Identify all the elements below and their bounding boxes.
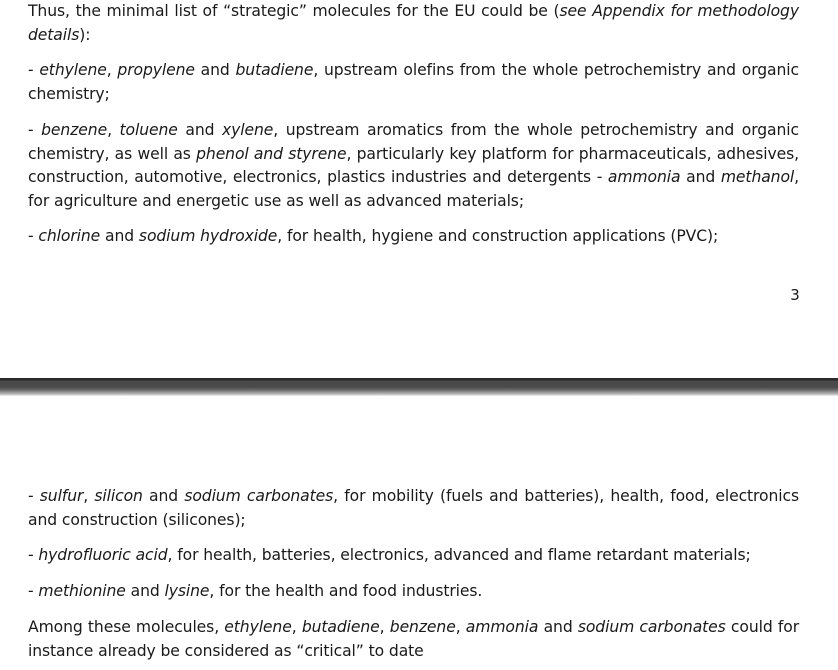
hydrofluoric-description: , for health, batteries, electronics, advanced and flame retardant materials;	[167, 546, 751, 564]
molecule-silicon: silicon	[94, 487, 143, 505]
list-bullet: -	[28, 487, 40, 505]
olefins-list-item	[28, 59, 799, 106]
critical-molecules-paragraph	[28, 616, 799, 663]
molecule-sulfur: sulfur	[39, 487, 84, 505]
chlorine-list-item	[28, 225, 799, 249]
aromatics-description: , upstream aromatics from the whole petrochemistry and organic chemistry, as well as	[28, 121, 799, 163]
molecule-butadiene: butadiene	[235, 61, 314, 79]
methionine-description: , for the health and food industries.	[209, 582, 483, 600]
molecule-methanol: methanol	[720, 168, 795, 186]
page-number: 3	[790, 286, 800, 304]
critical-intro: Among these molecules,	[28, 618, 225, 636]
methionine-list-item	[28, 580, 799, 604]
molecule-ammonia: ammonia	[607, 168, 681, 186]
document-page-lower	[0, 396, 838, 670]
intro-text: Thus, the minimal list of “strategic” molecules for the EU could be (	[28, 2, 560, 20]
separator: ,	[379, 618, 390, 636]
molecule-benzene: benzene	[389, 618, 456, 636]
separator: ,	[83, 487, 95, 505]
intro-appendix-reference: see Appendix for methodology details	[28, 2, 799, 44]
separator: ,	[455, 618, 466, 636]
list-bullet: -	[28, 121, 42, 139]
page-break-separator	[0, 378, 838, 396]
molecule-sodium-carbonates: sodium carbonates	[184, 487, 334, 505]
separator: and	[177, 121, 222, 139]
molecule-benzene: benzene	[41, 121, 108, 139]
molecule-ethylene: ethylene	[224, 618, 292, 636]
separator: and	[194, 61, 236, 79]
molecule-sodium-carbonates: sodium carbonates	[577, 618, 726, 636]
chlorine-description: , for health, hygiene and construction applications (PVC);	[277, 227, 719, 245]
molecule-methionine: methionine	[38, 582, 126, 600]
separator: ,	[106, 61, 118, 79]
separator: and	[538, 618, 578, 636]
molecule-lysine: lysine	[164, 582, 210, 600]
separator: and	[142, 487, 185, 505]
list-bullet: -	[28, 61, 40, 79]
olefins-description: , upstream olefins from the whole petrochemistry and organic chemistry;	[28, 61, 799, 103]
sulfur-description: , for mobility (fuels and batteries), health, food, electronics and construction (silicones);	[28, 487, 799, 529]
molecule-butadiene: butadiene	[301, 618, 380, 636]
molecule-sodium-hydroxide: sodium hydroxide	[138, 227, 278, 245]
intro-text-end: ):	[79, 25, 91, 44]
molecule-phenol-styrene: phenol and styrene	[196, 144, 347, 163]
molecule-chlorine: chlorine	[38, 227, 101, 245]
separator: ,	[107, 121, 120, 139]
aromatics-list-item	[28, 119, 799, 213]
molecule-ethylene: ethylene	[39, 61, 107, 79]
intro-paragraph	[28, 0, 799, 47]
molecule-ammonia: ammonia	[465, 618, 539, 636]
separator: and	[100, 227, 139, 245]
list-bullet: -	[28, 546, 39, 564]
aromatics-uses: , particularly key platform for pharmaceuticals, adhesives, construction, automotive, electronics, plastics industries and detergents -	[28, 144, 799, 186]
separator: and	[680, 168, 721, 186]
separator: and	[125, 582, 165, 600]
critical-conclusion: could for instance already be considered as “critical” to date	[28, 618, 800, 660]
molecule-toluene: toluene	[119, 121, 178, 139]
molecule-hydrofluoric-acid: hydrofluoric acid	[38, 546, 168, 564]
sulfur-list-item	[28, 485, 799, 532]
molecule-xylene: xylene	[222, 121, 274, 139]
hydrofluoric-list-item	[28, 544, 799, 568]
list-bullet: -	[28, 582, 39, 600]
molecule-propylene: propylene	[117, 61, 195, 79]
list-bullet: -	[28, 227, 39, 245]
ammonia-methanol-uses: , for agriculture and energetic use as well as advanced materials;	[28, 168, 799, 210]
separator: ,	[291, 618, 302, 636]
